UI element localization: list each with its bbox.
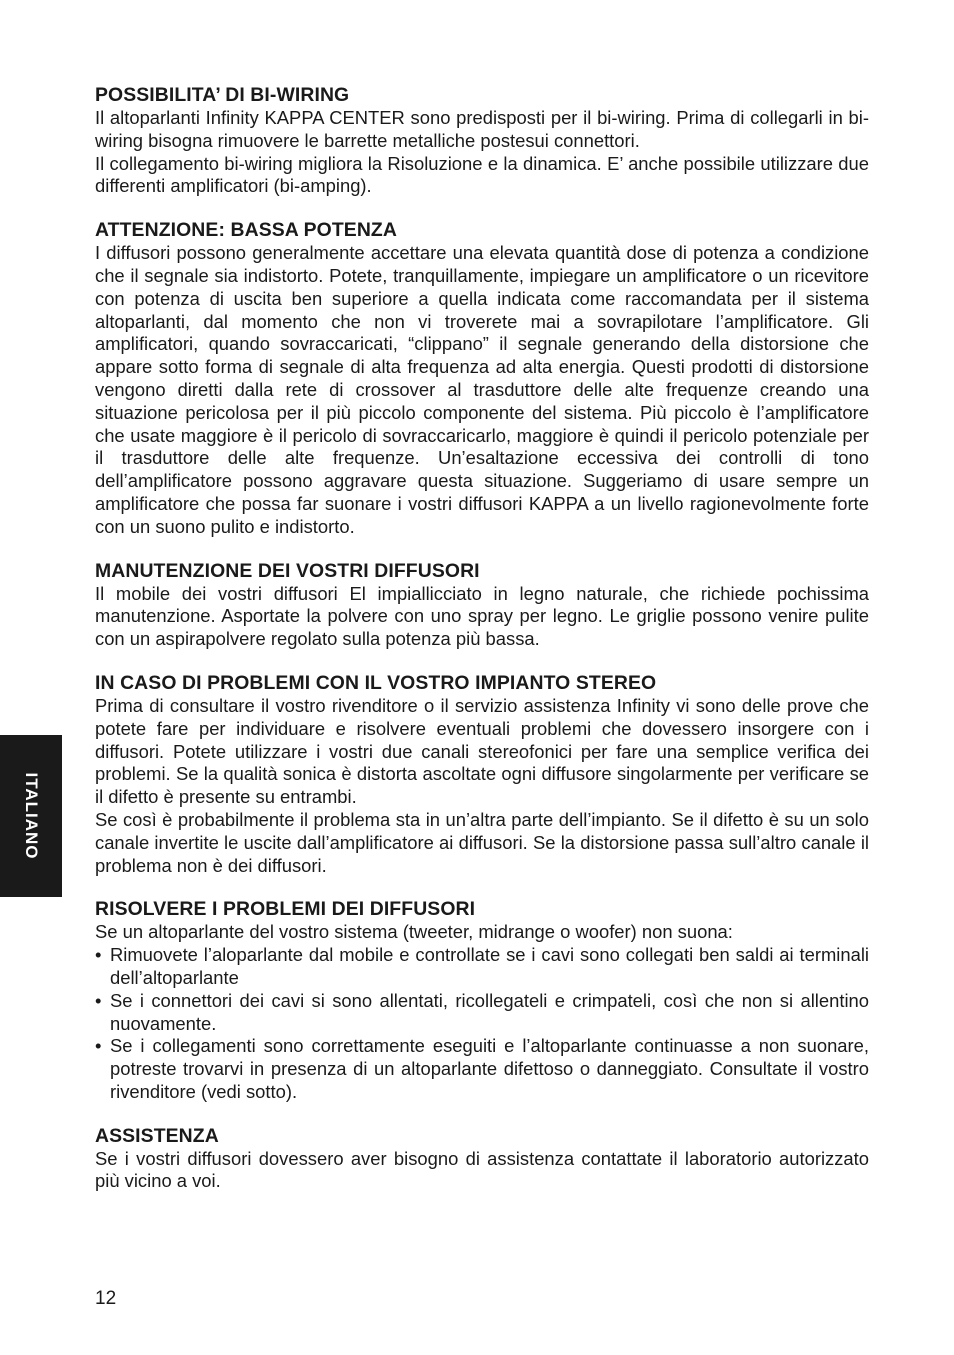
- section-bi-wiring: [95, 84, 869, 198]
- page-content: [95, 84, 869, 1214]
- bullet-marker: •: [95, 944, 102, 966]
- bullet-marker: •: [95, 989, 102, 1011]
- section-manutenzione: [95, 560, 869, 651]
- list-item-text: Rimuovete l’aloparlante dal mobile e controllate se i cavi sono collegati ben saldi ai terminali dell’altoparlante: [110, 944, 869, 988]
- list-item-text: Se i connettori dei cavi si sono allentati, ricollegateli e crimpateli, così che non si allentino nuovamente.: [110, 989, 869, 1034]
- body-paragraph: Il altoparlanti Infinity KAPPA CENTER sono predisposti per il bi-wiring. Prima di collegarli in bi-wiring bisogna rimuovere le barrette metalliche postesui connettori.: [95, 107, 869, 151]
- bullet-list: [95, 944, 869, 1104]
- body-paragraph: Prima di consultare il vostro rivenditore o il servizio assistenza Infinity vi sono delle prove che potete fare per individuare e risolvere eventuali problemi che dovessero insorgere con i diffusori. Potete utilizzare i vostri due canali stereofonici per fare una semplice verifica dei problemi. Se la qualità sonica è distorta ascoltate ogni diffusore singolarmente per verificare se il difetto è presente su entrambi.: [95, 694, 869, 808]
- body-paragraph: Se un altoparlante del vostro sistema (tweeter, midrange o woofer) non suona:: [95, 921, 733, 943]
- language-label: ITALIANO: [22, 772, 41, 860]
- bullet-marker: •: [95, 1035, 102, 1057]
- body-paragraph: Se i vostri diffusori dovessero aver bisogno di assistenza contattate il laboratorio autorizzato più vicino a voi.: [95, 1147, 869, 1192]
- section-heading: POSSIBILITA’ DI BI-WIRING: [95, 84, 350, 106]
- list-item: [95, 1035, 869, 1103]
- body-paragraph: I diffusori possono generalmente accettare una elevata quantità dose di potenza a condizione che il segnale sia indistorto. Potete, tranquillamente, impiegare un amplificatore o un ricevitore con potenza di uscita ben superiore a quella indicata come raccomandata per il sistema altoparlanti, dal momento che non vi troverete mai a sovrapilotare l’amplificatore. Gli amplificatori, quando sovraccaricati, “clippano” il segnale generando della distorsione che appare sotto forma di segnale di alta frequenza ad alta energia. Questi prodotti di distorsione vengono diretti dalla rete di crossover al trasduttore delle alte frequenze creando una situazione pericolosa per il più piccolo componente del sistema. Più piccolo è l’amplificatore che usate maggiore è il pericolo di sovraccaricarlo, maggiore è quindi il pericolo potenziale per il trasduttore delle alte frequenze. Un’esaltazione eccessiva dei controlli di tono dell’amplificatore possono aggravare questa situazione. Suggeriamo di usare sempre un amplificatore che possa far suonare i vostri diffusori KAPPA a un livello ragionevolmente forte con un suono pulito e indistorto.: [95, 242, 869, 537]
- language-side-tab: [0, 735, 62, 897]
- section-heading: IN CASO DI PROBLEMI CON IL VOSTRO IMPIANTO STEREO: [95, 671, 657, 694]
- body-paragraph: Il collegamento bi-wiring migliora la Risoluzione e la dinamica. E’ anche possibile utilizzare due differenti amplificatori (bi-amping).: [95, 152, 869, 197]
- section-problemi-diffusori: [95, 898, 869, 1103]
- body-paragraph: Il mobile dei vostri diffusori El impiallicciato in legno naturale, che richiede pochissima manutenzione. Asportate la polvere con uno spray per legno. Le griglie possono venire pulite con un aspirapolvere regolato sulla potenza più bassa.: [95, 582, 869, 650]
- list-item: [95, 990, 869, 1036]
- section-heading: MANUTENZIONE DEI VOSTRI DIFFUSORI: [95, 559, 480, 582]
- section-heading: ATTENZIONE: BASSA POTENZA: [95, 219, 397, 242]
- section-assistenza: [95, 1125, 869, 1194]
- body-paragraph: Se così è probabilmente il problema sta in un’altra parte dell’impianto. Se il difetto è su un solo canale invertite le uscite dall’amplificatore ai diffusori. Se la distorsione passa sull’altro canale il problema non è dei diffusori.: [95, 808, 869, 876]
- list-item-text: Se i collegamenti sono correttamente eseguiti e l’altoparlante continuasse a non suonare, potreste trovarvi in presenza di un altoparlante difettoso o danneggiato. Consultate il vostro rivenditore (vedi sotto).: [110, 1035, 869, 1102]
- section-problemi-impianto: [95, 672, 869, 877]
- list-item: [95, 944, 869, 990]
- section-heading: RISOLVERE I PROBLEMI DEI DIFFUSORI: [95, 898, 476, 921]
- section-heading: ASSISTENZA: [95, 1124, 219, 1147]
- section-bassa-potenza: [95, 219, 869, 538]
- page-number: 12: [95, 1288, 117, 1309]
